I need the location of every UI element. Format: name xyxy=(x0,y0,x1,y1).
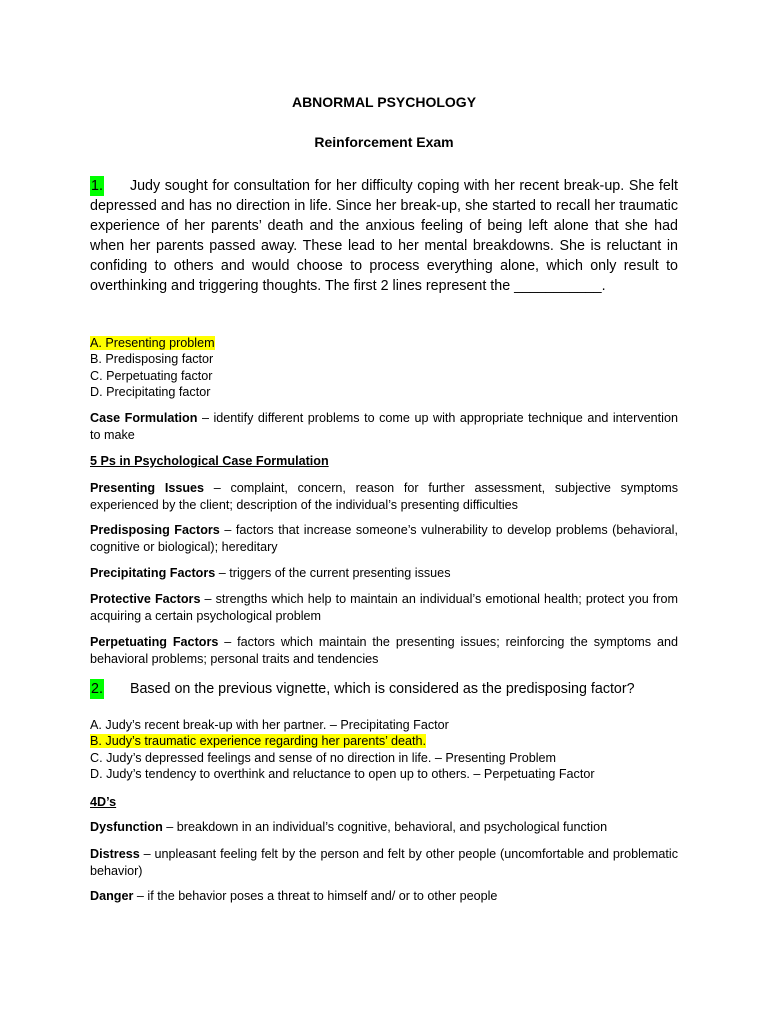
question-1 xyxy=(90,176,678,296)
definition: – complaint, concern, reason for further assessment, subjective symptoms experienced by the client; description of the individual’s presenting difficulties xyxy=(90,481,678,512)
term: Danger xyxy=(90,889,134,903)
case-formulation-definition xyxy=(90,410,678,444)
definition: – factors which maintain the presenting issues; reinforcing the symptoms and behavioral problems; personal traits and tendencies xyxy=(90,635,678,666)
option-a: A. Judy’s recent break-up with her partner. – Precipitating Factor xyxy=(90,718,449,732)
option-c: C. Perpetuating factor xyxy=(90,368,213,383)
term: Predisposing Factors xyxy=(90,523,220,537)
question-1-text: Judy sought for consultation for her difficulty coping with her recent break-up. She felt depressed and has no direction in life. Since her break-up, she started to recall her traumatic experience of her parents’ death and the anxious feeling of being left alone that she had when her parents passed away. These lead to her mental breakdowns. She is reluctant in confiding to others and would choose to process everything alone, which only result to overthinking and triggering thoughts. The first 2 lines represent the ___________. xyxy=(90,178,678,294)
predisposing-factors-definition xyxy=(90,522,678,556)
definition: – if the behavior poses a threat to himself and/ or to other people xyxy=(133,889,498,903)
protective-factors-definition xyxy=(90,591,678,625)
definition: – identify different problems to come up with appropriate technique and intervention to make xyxy=(90,411,678,442)
question-2-text: Based on the previous vignette, which is considered as the predisposing factor? xyxy=(129,681,635,697)
term: Protective Factors xyxy=(90,592,201,606)
danger-definition xyxy=(90,888,678,905)
question-1-options xyxy=(90,335,690,400)
definition: – breakdown in an individual’s cognitive, behavioral, and psychological function xyxy=(162,820,608,834)
option-b: B. Predisposing factor xyxy=(90,352,214,367)
definition: – strengths which help to maintain an individual’s emotional health; protect you from acquiring a certain psychological problem xyxy=(90,592,678,623)
question-1-number: 1. xyxy=(91,178,103,194)
five-ps-heading: 5 Ps in Psychological Case Formulation xyxy=(90,454,329,468)
option-d: D. Judy’s tendency to overthink and reluctance to open up to others. – Perpetuating Factor xyxy=(90,766,595,781)
term: Dysfunction xyxy=(90,820,163,834)
definition: – factors that increase someone’s vulnerability to develop problems (behavioral, cognitive or biological); hereditary xyxy=(90,523,678,554)
option-d: D. Precipitating factor xyxy=(90,384,211,399)
option-c: C. Judy’s depressed feelings and sense of no direction in life. – Presenting Problem xyxy=(90,750,557,765)
term: Distress xyxy=(90,847,140,861)
definition: – triggers of the current presenting issues xyxy=(215,566,451,580)
dysfunction-definition xyxy=(90,819,678,836)
term: Case Formulation xyxy=(90,411,198,425)
document-title: ABNORMAL PSYCHOLOGY xyxy=(291,94,477,110)
presenting-issues-definition xyxy=(90,480,678,514)
option-a-label: A. Presenting problem xyxy=(90,336,215,350)
option-a xyxy=(90,335,690,351)
term: Perpetuating Factors xyxy=(90,635,219,649)
question-2 xyxy=(90,679,690,699)
question-2-number: 2. xyxy=(91,681,103,697)
precipitating-factors-definition xyxy=(90,565,678,582)
term: Presenting Issues xyxy=(90,481,205,495)
term: Precipitating Factors xyxy=(90,566,216,580)
definition: – unpleasant feeling felt by the person and felt by other people (uncomfortable and problematic behavior) xyxy=(90,847,678,878)
distress-definition xyxy=(90,846,678,880)
question-2-options xyxy=(90,717,690,782)
document-subtitle: Reinforcement Exam xyxy=(314,134,454,150)
four-ds-heading: 4D’s xyxy=(90,795,117,809)
perpetuating-factors-definition xyxy=(90,634,678,668)
option-b xyxy=(90,733,690,749)
option-b-label: B. Judy’s traumatic experience regarding her parents’ death. xyxy=(90,734,427,749)
